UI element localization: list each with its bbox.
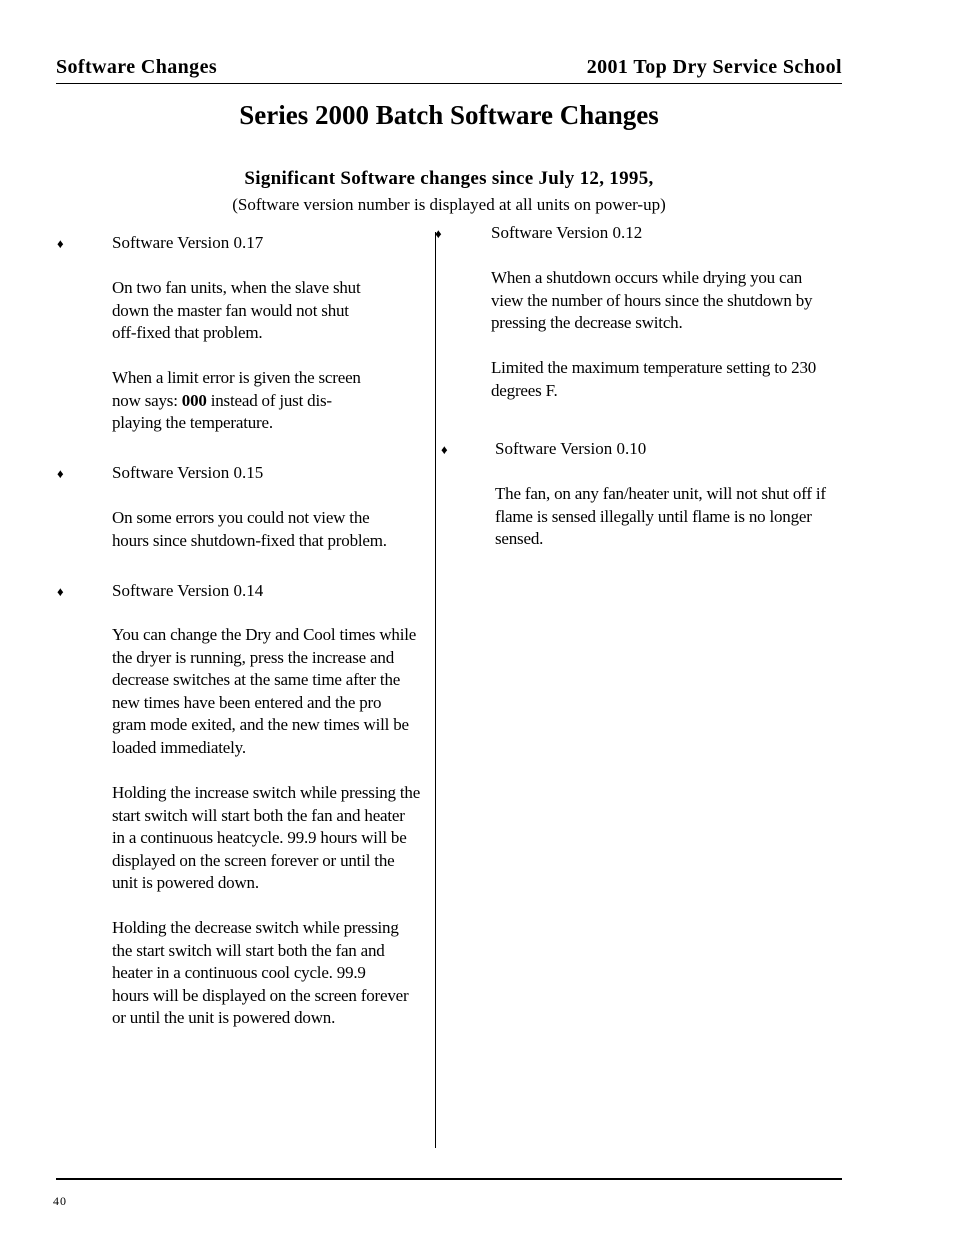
v017-p2-text-before: When a limit error is given the screen now says:: [112, 368, 361, 410]
diamond-bullet-icon: ♦: [57, 466, 64, 481]
header-rule: [56, 83, 842, 84]
v017-paragraph-1: On two fan units, when the slave shut down the master fan would not shut off-fixed that problem.: [112, 278, 361, 342]
version-label-0-14: Software Version 0.14: [112, 581, 264, 600]
v010-paragraph-1: The fan, on any fan/heater unit, will not shut off if flame is sensed illegally until flame is no longer sensed.: [495, 484, 826, 548]
column-divider: [435, 232, 436, 1148]
version-label-0-10: Software Version 0.10: [495, 439, 647, 458]
v014-paragraph-1: You can change the Dry and Cool times while the dryer is running, press the increase and decrease switches at the same time after the new times have been entered and the pro gram mode exited, and the new times will be loaded immediately.: [112, 625, 417, 757]
v014-paragraph-2: Holding the increase switch while pressing the start switch will start both the fan and heater in a continuous heatcycle. 99.9 hours will be displayed on the screen forever or until the unit is powered down.: [112, 783, 421, 892]
diamond-bullet-icon: ♦: [57, 584, 64, 599]
diamond-bullet-icon: ♦: [57, 236, 64, 251]
v017-paragraph-2: [112, 367, 361, 435]
version-label-0-15: Software Version 0.15: [112, 463, 264, 482]
footer-rule: [56, 1178, 842, 1180]
version-label-0-12: Software Version 0.12: [491, 223, 643, 242]
v012-paragraph-2: Limited the maximum temperature setting to 230 degrees F.: [491, 358, 817, 400]
diamond-bullet-icon: ♦: [441, 442, 448, 457]
v012-paragraph-1: When a shutdown occurs while drying you can view the number of hours since the shutdown by pressing the decrease switch.: [491, 268, 813, 332]
v015-paragraph-1: On some errors you could not view the hours since shutdown-fixed that problem.: [112, 508, 387, 550]
page-number: 40: [53, 1194, 67, 1208]
page-title: Series 2000 Batch Software Changes: [239, 100, 659, 130]
v014-paragraph-3: Holding the decrease switch while pressing the start switch will start both the fan and heater in a continuous cool cycle. 99.9 hours will be displayed on the screen forever or until the unit is powered down.: [112, 918, 409, 1027]
running-header-title: 2001 Top Dry Service School: [586, 56, 842, 78]
v017-p2-text-after: instead of just dis- playing the temperature.: [112, 390, 332, 432]
subtitle-note: (Software version number is displayed at all units on power-up): [232, 195, 666, 214]
running-header-section: Software Changes: [56, 56, 218, 78]
section-subtitle: Significant Software changes since July 12, 1995,: [244, 168, 654, 189]
diamond-bullet-icon: ♦: [435, 226, 442, 241]
error-code-text: 000: [181, 390, 207, 410]
version-label-0-17: Software Version 0.17: [112, 233, 264, 252]
